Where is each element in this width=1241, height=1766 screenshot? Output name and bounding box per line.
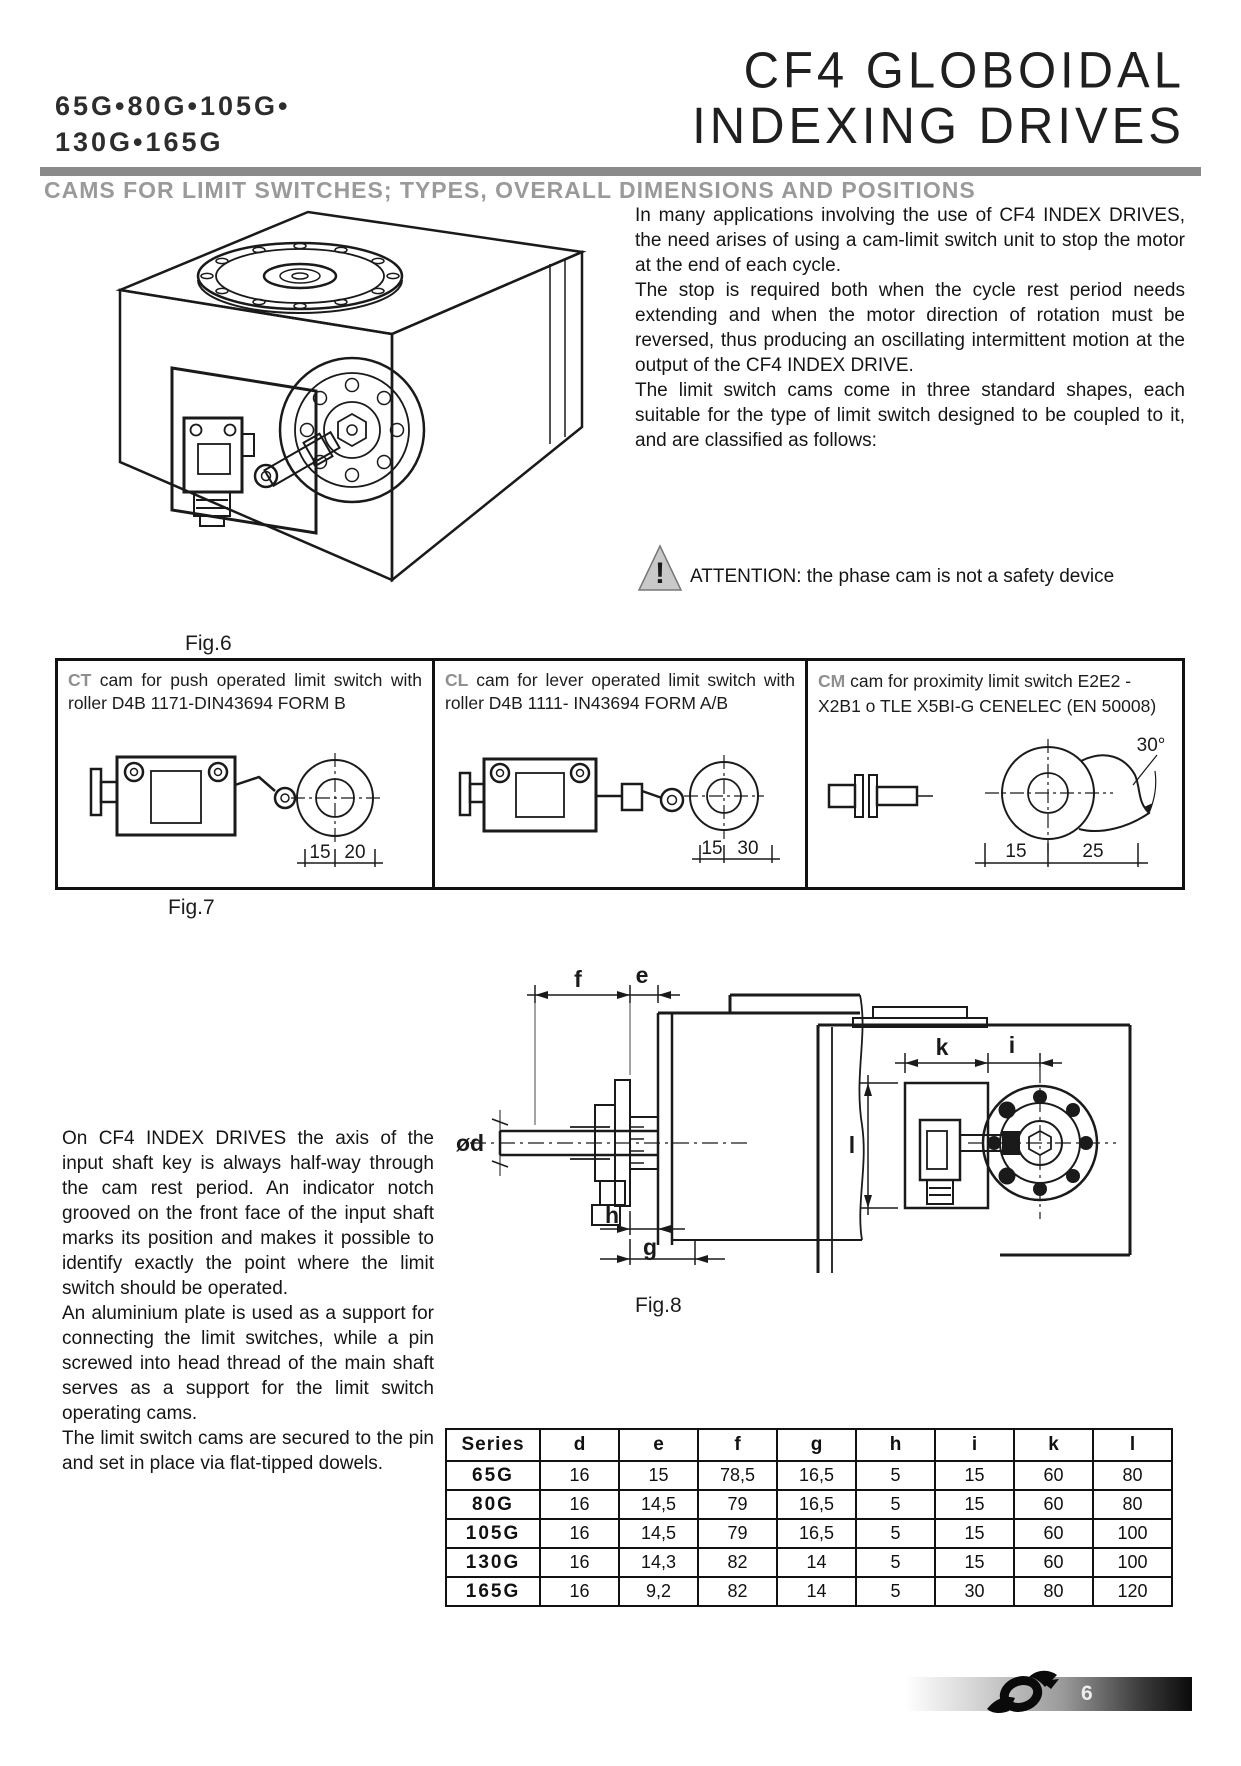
table-cell: 14 — [777, 1577, 856, 1606]
table-row-130g — [446, 1548, 1172, 1577]
table-header-i: i — [935, 1429, 1014, 1461]
cam-ct-desc-text: cam for push operated limit switch with roller D4B 1171-DIN43694 FORM B — [68, 670, 422, 713]
fig8-dim-f: f — [574, 966, 582, 992]
cam-cl-drawing — [440, 741, 800, 887]
fig7-cam-types-box — [55, 658, 1185, 890]
table-cell: 100 — [1093, 1519, 1172, 1548]
table-cell: 15 — [935, 1490, 1014, 1519]
table-cell: 79 — [698, 1490, 777, 1519]
cam-cl-code: CL — [445, 670, 469, 690]
cam-cell-cm — [808, 661, 1182, 887]
table-header-d: d — [540, 1429, 619, 1461]
cam-cl-description — [445, 669, 795, 715]
cam-ct-code: CT — [68, 670, 92, 690]
cam-ct-dim2: 20 — [344, 842, 366, 863]
table-cell: 16 — [540, 1577, 619, 1606]
cam-cell-cl — [435, 661, 808, 887]
body-paragraph-3: The limit switch cams are secured to the pin and set in place via flat-tipped dowels. — [62, 1428, 434, 1474]
table-cell: 5 — [856, 1577, 935, 1606]
fig8-dim-g: g — [642, 1234, 658, 1260]
fig8-dim-h: h — [604, 1202, 620, 1228]
cam-cm-drawing — [813, 733, 1177, 883]
table-cell: 80 — [1093, 1461, 1172, 1490]
table-cell: 14 — [777, 1548, 856, 1577]
table-header-row — [446, 1429, 1172, 1461]
cam-cm-code: CM — [818, 671, 846, 691]
table-cell: 16 — [540, 1490, 619, 1519]
cam-cm-description — [818, 669, 1172, 719]
intro-paragraph-1: In many applications involving the use of CF4 INDEX DRIVES, the need arises of using a cam-limit switch unit to stop the motor at the end of each cycle. — [635, 205, 1185, 276]
cam-cm-desc-text: cam for proximity limit switch E2E2 - X2B1 o TLE X5BI-G CENELEC (EN 50008) — [818, 671, 1157, 716]
table-row-105g — [446, 1519, 1172, 1548]
table-cell: 15 — [935, 1519, 1014, 1548]
table-cell: 79 — [698, 1519, 777, 1548]
cam-cell-ct — [58, 661, 435, 887]
table-header-k: k — [1014, 1429, 1093, 1461]
series-cell: 65G — [446, 1461, 540, 1490]
table-cell: 5 — [856, 1461, 935, 1490]
cam-cm-angle: 30° — [1136, 735, 1166, 756]
warning-exclamation: ! — [655, 557, 665, 590]
series-cell: 165G — [446, 1577, 540, 1606]
table-cell: 16,5 — [777, 1519, 856, 1548]
table-cell: 60 — [1014, 1519, 1093, 1548]
dimensions-table — [445, 1428, 1173, 1607]
fig8-dim-e: e — [635, 962, 649, 988]
body-text — [62, 1126, 434, 1476]
model-codes — [55, 88, 290, 160]
fig7-caption: Fig.7 — [168, 896, 215, 919]
fig8-dim-k: k — [935, 1034, 949, 1060]
table-cell: 5 — [856, 1548, 935, 1577]
table-cell: 80 — [1014, 1577, 1093, 1606]
cam-ct-drawing — [63, 741, 423, 887]
table-cell: 14,5 — [619, 1490, 698, 1519]
table-cell: 16,5 — [777, 1461, 856, 1490]
warning-triangle-icon — [637, 543, 683, 593]
table-header-f: f — [698, 1429, 777, 1461]
table-cell: 120 — [1093, 1577, 1172, 1606]
footer-bar — [905, 1677, 1192, 1711]
table-header-e: e — [619, 1429, 698, 1461]
attention-text: ATTENTION: the phase cam is not a safety device — [690, 566, 1115, 587]
fig6-indexing-drive-drawing — [60, 192, 620, 622]
table-cell: 60 — [1014, 1548, 1093, 1577]
fig6-caption: Fig.6 — [185, 632, 232, 655]
series-cell: 80G — [446, 1490, 540, 1519]
table-cell: 9,2 — [619, 1577, 698, 1606]
table-cell: 16 — [540, 1519, 619, 1548]
page-title-line1: CF4 GLOBOIDAL — [743, 42, 1185, 100]
table-cell: 15 — [619, 1461, 698, 1490]
cam-ct-dim1: 15 — [309, 842, 331, 863]
table-header-h: h — [856, 1429, 935, 1461]
fig8-mounting-drawing — [440, 895, 1160, 1273]
table-cell: 5 — [856, 1519, 935, 1548]
table-header-series: Series — [446, 1429, 540, 1461]
fig8-caption: Fig.8 — [635, 1294, 682, 1317]
table-cell: 5 — [856, 1490, 935, 1519]
body-paragraph-2: An aluminium plate is used as a support for connecting the limit switches, while a pin screwed into head thread of the main shaft serves as a support for the limit switch operating cams. — [62, 1303, 434, 1424]
model-codes-line2: 130G•165G — [55, 127, 224, 157]
series-cell: 130G — [446, 1548, 540, 1577]
body-paragraph-1: On CF4 INDEX DRIVES the axis of the input shaft key is always half-way through the cam rest period. An indicator notch grooved on the front face of the input shaft marks its position and makes it possible to identify exactly the point where the limit switch should be operated. — [62, 1128, 434, 1299]
cam-cl-desc-text: cam for lever operated limit switch with roller D4B 1111- IN43694 FORM A/B — [445, 670, 795, 713]
intro-paragraph-2: The stop is required both when the cycle rest period needs extending and when the motor direction of rotation must be reversed, thus producing an oscillating intermittent motion at the output of the CF4 INDEX DRIVE. — [635, 280, 1185, 376]
cam-cl-dim2: 30 — [737, 838, 759, 859]
table-cell: 82 — [698, 1577, 777, 1606]
cam-cm-dim2: 25 — [1082, 841, 1104, 862]
series-cell: 105G — [446, 1519, 540, 1548]
page-number: 6 — [1081, 1682, 1093, 1705]
table-cell: 80 — [1093, 1490, 1172, 1519]
table-cell: 14,5 — [619, 1519, 698, 1548]
table-header-l: l — [1093, 1429, 1172, 1461]
cam-cl-dim1: 15 — [701, 838, 723, 859]
table-cell: 100 — [1093, 1548, 1172, 1577]
table-row-65g — [446, 1461, 1172, 1490]
table-cell: 82 — [698, 1548, 777, 1577]
fig8-dim-l: l — [848, 1132, 856, 1158]
brand-logo-icon — [981, 1665, 1061, 1721]
model-codes-line1: 65G•80G•105G• — [55, 91, 291, 121]
fig8-dim-d: ød — [455, 1130, 485, 1156]
table-row-165g — [446, 1577, 1172, 1606]
table-header-g: g — [777, 1429, 856, 1461]
table-cell: 16,5 — [777, 1490, 856, 1519]
cam-ct-description — [68, 669, 422, 715]
cam-cm-dim1: 15 — [1005, 841, 1027, 862]
table-cell: 30 — [935, 1577, 1014, 1606]
table-cell: 60 — [1014, 1461, 1093, 1490]
intro-text — [635, 203, 1185, 453]
table-cell: 60 — [1014, 1490, 1093, 1519]
fig8-dim-i: i — [1008, 1032, 1016, 1058]
page-title-line2: INDEXING DRIVES — [692, 98, 1185, 155]
header-divider-bar — [40, 167, 1201, 176]
table-cell: 16 — [540, 1461, 619, 1490]
section-heading: CAMS FOR LIMIT SWITCHES; TYPES, OVERALL DIMENSIONS AND POSITIONS — [44, 177, 976, 203]
table-cell: 78,5 — [698, 1461, 777, 1490]
table-row-80g — [446, 1490, 1172, 1519]
page-title — [692, 44, 1185, 154]
table-cell: 15 — [935, 1548, 1014, 1577]
table-cell: 14,3 — [619, 1548, 698, 1577]
table-cell: 16 — [540, 1548, 619, 1577]
intro-paragraph-3: The limit switch cams come in three standard shapes, each suitable for the type of limit switch designed to be coupled to it, and are classified as follows: — [635, 380, 1185, 451]
table-cell: 15 — [935, 1461, 1014, 1490]
